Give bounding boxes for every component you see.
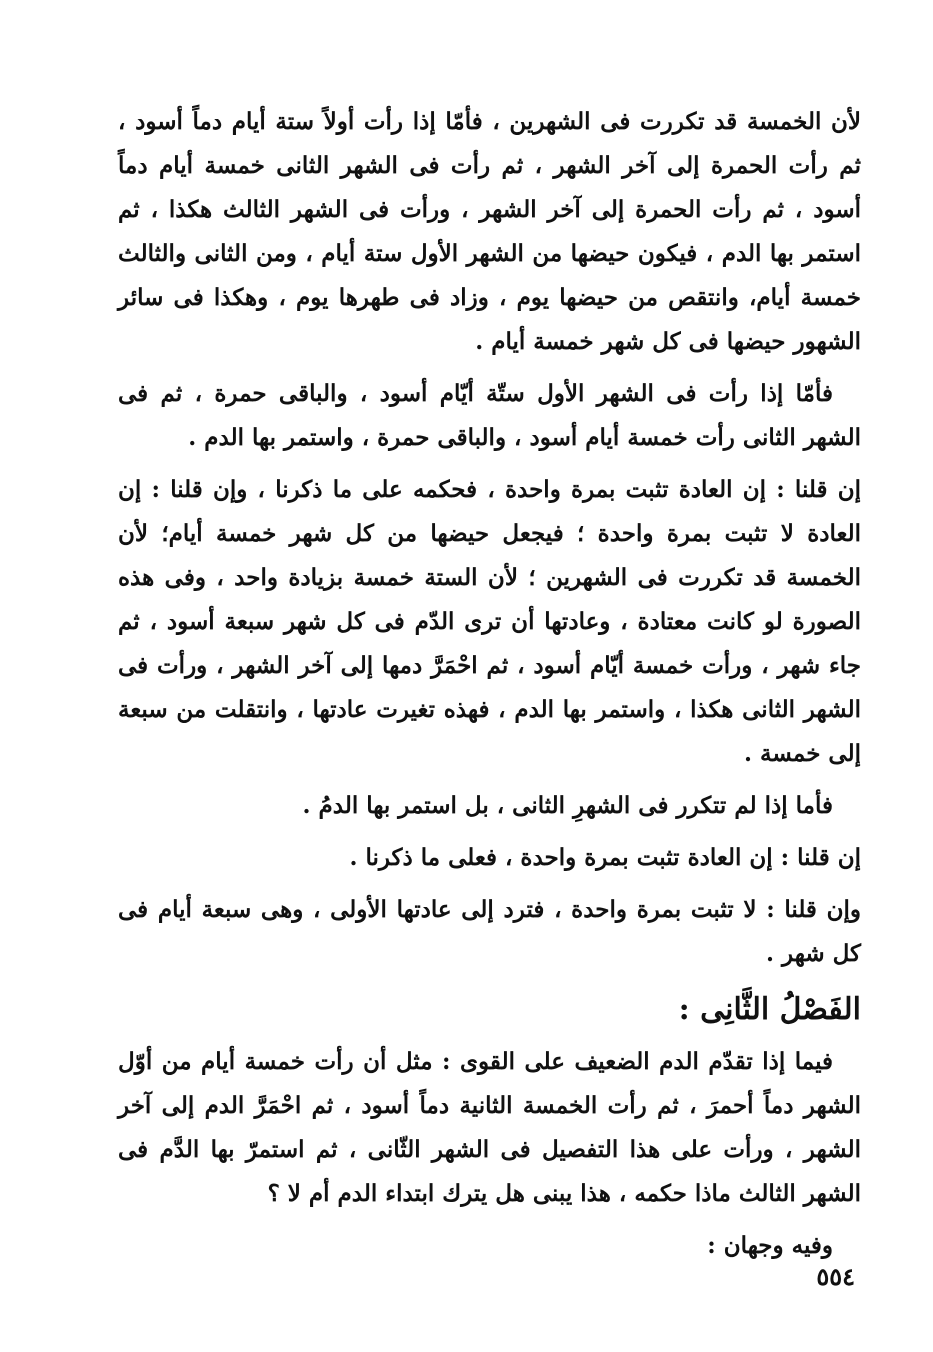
paragraph-2: فأمّا إذا رأت فى الشهر الأول ستّة أيّام أسود ، والباقى حمرة ، ثم فى الشهر الثانى رأت خمسة أيام أسود ، والباقى حمرة ، واستمر بها الدم . — [118, 380, 861, 451]
paragraph-7: فيما إذا تقدّم الدم الضعيف على القوى : مثل أن رأت خمسة أيام من أوّل الشهر دماً أحمرَ ، ثم رأت الخمسة الثانية دماً أسود ، ثم احْمَرَّ الدم إلى آخر الشهر ، ورأت على هذا التفصيل فى الشهر الثّانى ، ثم استمرّ بها الدَّم فى الشهر الثالث ماذا حكمه ، هذا يبنى هل يترك ابتداء الدم أم لا ؟ — [118, 1048, 861, 1207]
paragraph-4: فأما إذا لم تتكرر فى الشهرِ الثانى ، بل استمر بها الدمُ . — [302, 792, 833, 819]
section-heading: الفَصْلُ الثَّانِى : — [678, 992, 861, 1027]
paragraph-3: إن قلنا : إن العادة تثبت بمرة واحدة ، فحكمه على ما ذكرنا ، وإن قلنا : إن العادة لا تثبت بمرة واحدة ؛ فيجعل حيضها من كل شهر خمسة أيام؛ لأن الخمسة قد تكررت فى الشهرين ؛ لأن الستة خمسة بزيادة واحد ، وفى هذه الصورة لو كانت معتادة ، وعادتها أن ترى الدّم فى كل شهر سبعة أسود ، ثم جاء شهر ، ورأت خمسة أيّام أسود ، ثم احْمَرَّ دمها إلى آخر الشهر ، ورأت فى الشهر الثانى هكذا ، واستمر بها الدم ، فهذه تغيرت عادتها ، وانتقلت من سبعة إلى خمسة . — [118, 476, 861, 767]
paragraph-5: إن قلنا : إن العادة تثبت بمرة واحدة ، فعلى ما ذكرنا . — [349, 844, 861, 871]
body-text — [118, 100, 861, 976]
page-number: ٥٥٤ — [816, 1262, 855, 1291]
body-text-after-heading — [118, 1040, 861, 1268]
paragraph-6: وإن قلنا : لا تثبت بمرة واحدة ، فترد إلى عادتها الأولى ، وهى سبعة أيام فى كل شهر . — [118, 896, 861, 967]
paragraph-1: لأن الخمسة قد تكررت فى الشهرين ، فأمّا إذا رأت أولاً ستة أيام دماً أسود ، ثم رأت الحمرة إلى آخر الشهر ، ثم رأت فى الشهر الثانى خمسة أيام دماً أسود ، ثم رأت الحمرة إلى آخر الشهر ، ورأت فى الشهر الثالث هكذا ، ثم استمر بها الدم ، فيكون حيضها من الشهر الأول ستة أيام ، ومن الثانى والثالث خمسة أيام، وانتقص من حيضها يوم ، وزاد فى طهرها يوم ، وهكذا فى سائر الشهور حيضها فى كل شهر خمسة أيام . — [118, 108, 861, 355]
paragraph-8: وفيه وجهان : — [707, 1232, 833, 1259]
